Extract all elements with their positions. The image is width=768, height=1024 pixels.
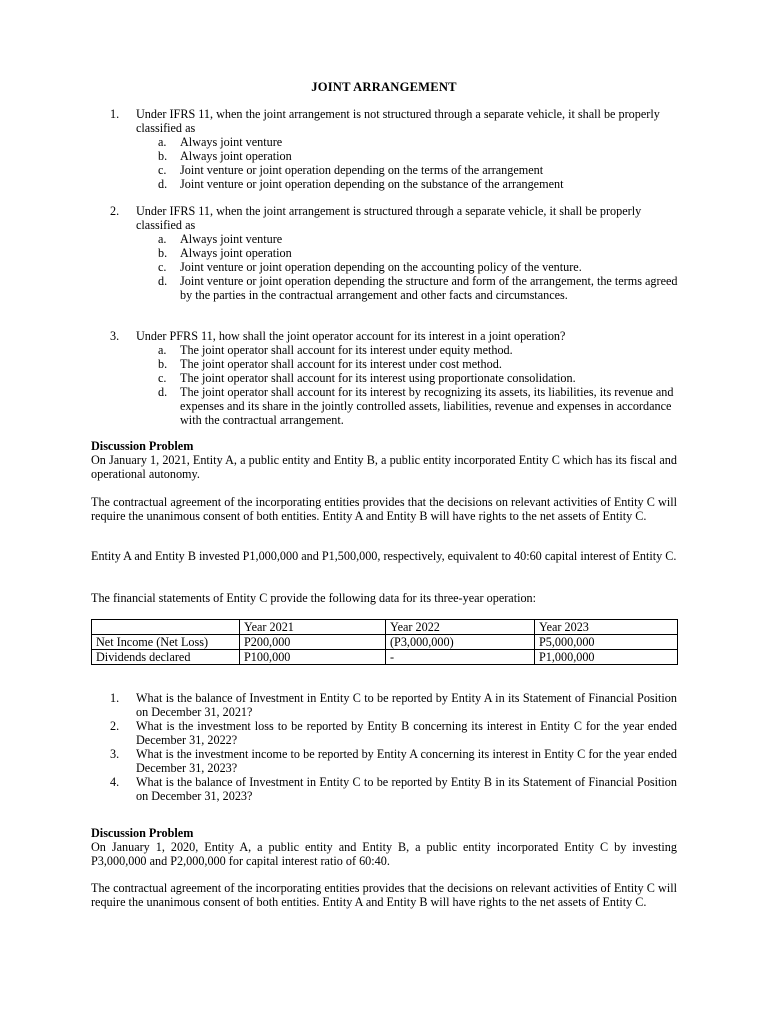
table-cell: Dividends declared (92, 650, 240, 665)
list-item: 2. What is the investment loss to be reported by Entity B concerning its interest in Entity C for the year ended December 31, 2022? (110, 719, 677, 747)
list-item: 3. What is the investment income to be reported by Entity A concerning its interest in Entity C for the year ended December 31, 2023? (110, 747, 677, 775)
document-title: JOINT ARRANGEMENT (311, 80, 457, 94)
problem-questions-list (110, 691, 677, 803)
question-number: 2. (110, 204, 120, 218)
table-header-cell (92, 620, 240, 635)
discussion-problem-2-intro (91, 826, 677, 868)
paragraph: On January 1, 2020, Entity A, a public entity and Entity B, a public entity incorporated Entity C by investing P3,000,000 and P2,000,000 for capital interest ratio of 60:40. (91, 840, 677, 868)
option-item: a. Always joint venture (158, 232, 283, 246)
table-cell: P100,000 (240, 650, 386, 665)
paragraph: Entity A and Entity B invested P1,000,000 and P1,500,000, respectively, equivalent to 40:60 capital interest of Entity C. (91, 549, 677, 563)
option-list (158, 343, 680, 427)
option-list (158, 232, 680, 302)
section-heading: Discussion Problem (91, 439, 194, 453)
table-cell: (P3,000,000) (386, 635, 535, 650)
table-cell: P5,000,000 (535, 635, 678, 650)
table-cell: Net Income (Net Loss) (92, 635, 240, 650)
mcq-question-1 (110, 107, 680, 191)
question-number: 3. (110, 329, 120, 343)
question-number: 1. (110, 107, 120, 121)
table-header-cell: Year 2023 (535, 620, 678, 635)
question-text: Under PFRS 11, how shall the joint operator account for its interest in a joint operation? (136, 329, 566, 343)
option-item: d. Joint venture or joint operation depending the structure and form of the arrangement, the terms agreed by the parties in the contractual arrangement and other facts and circumstances. (158, 274, 678, 302)
paragraph: The financial statements of Entity C provide the following data for its three-year operation: (91, 591, 537, 605)
section-heading: Discussion Problem (91, 826, 194, 840)
option-item: b. The joint operator shall account for its interest under cost method. (158, 357, 502, 371)
paragraph: The contractual agreement of the incorporating entities provides that the decisions on relevant activities of Entity C will require the unanimous consent of both entities. Entity A and Entity B will have rights to the net assets of Entity C. (91, 495, 677, 523)
option-item: b. Always joint operation (158, 246, 292, 260)
option-list (158, 135, 680, 191)
financial-data-table (91, 619, 678, 665)
list-item: 4. What is the balance of Investment in Entity C to be reported by Entity B in its Statement of Financial Position on December 31, 2023? (110, 775, 677, 803)
option-item: a. Always joint venture (158, 135, 283, 149)
table-header-row (92, 620, 678, 635)
list-item: 1. What is the balance of Investment in Entity C to be reported by Entity A in its Statement of Financial Position on December 31, 2021? (110, 691, 677, 719)
table-cell: P1,000,000 (535, 650, 678, 665)
paragraph: The contractual agreement of the incorporating entities provides that the decisions on relevant activities of Entity C will require the unanimous consent of both entities. Entity A and Entity B will have rights to the net assets of Entity C. (91, 881, 677, 909)
mcq-question-2 (110, 204, 680, 302)
option-item: a. The joint operator shall account for its interest under equity method. (158, 343, 513, 357)
table-row (92, 635, 678, 650)
table-cell: - (386, 650, 535, 665)
option-item: c. Joint venture or joint operation depending on the terms of the arrangement (158, 163, 544, 177)
question-text: Under IFRS 11, when the joint arrangement is not structured through a separate vehicle, it shall be properly classified as (136, 107, 660, 135)
paragraph: On January 1, 2021, Entity A, a public entity and Entity B, a public entity incorporated Entity C which has its fiscal and operational autonomy. (91, 453, 677, 481)
question-text: Under IFRS 11, when the joint arrangement is structured through a separate vehicle, it shall be properly classified as (136, 204, 642, 232)
option-item: c. Joint venture or joint operation depending on the accounting policy of the venture. (158, 260, 582, 274)
table-header-cell: Year 2021 (240, 620, 386, 635)
option-item: d. Joint venture or joint operation depending on the substance of the arrangement (158, 177, 564, 191)
discussion-problem-1-intro (91, 439, 677, 481)
table-cell: P200,000 (240, 635, 386, 650)
mcq-question-3 (110, 329, 680, 427)
option-item: c. The joint operator shall account for its interest using proportionate consolidation. (158, 371, 576, 385)
option-item: b. Always joint operation (158, 149, 292, 163)
table-header-cell: Year 2022 (386, 620, 535, 635)
option-item: d. The joint operator shall account for its interest by recognizing its assets, its liabilities, its revenue and expenses and its share in the jointly controlled assets, liabilities, revenue and expenses in accordance with the contractual arrangement. (158, 385, 674, 427)
table-row (92, 650, 678, 665)
